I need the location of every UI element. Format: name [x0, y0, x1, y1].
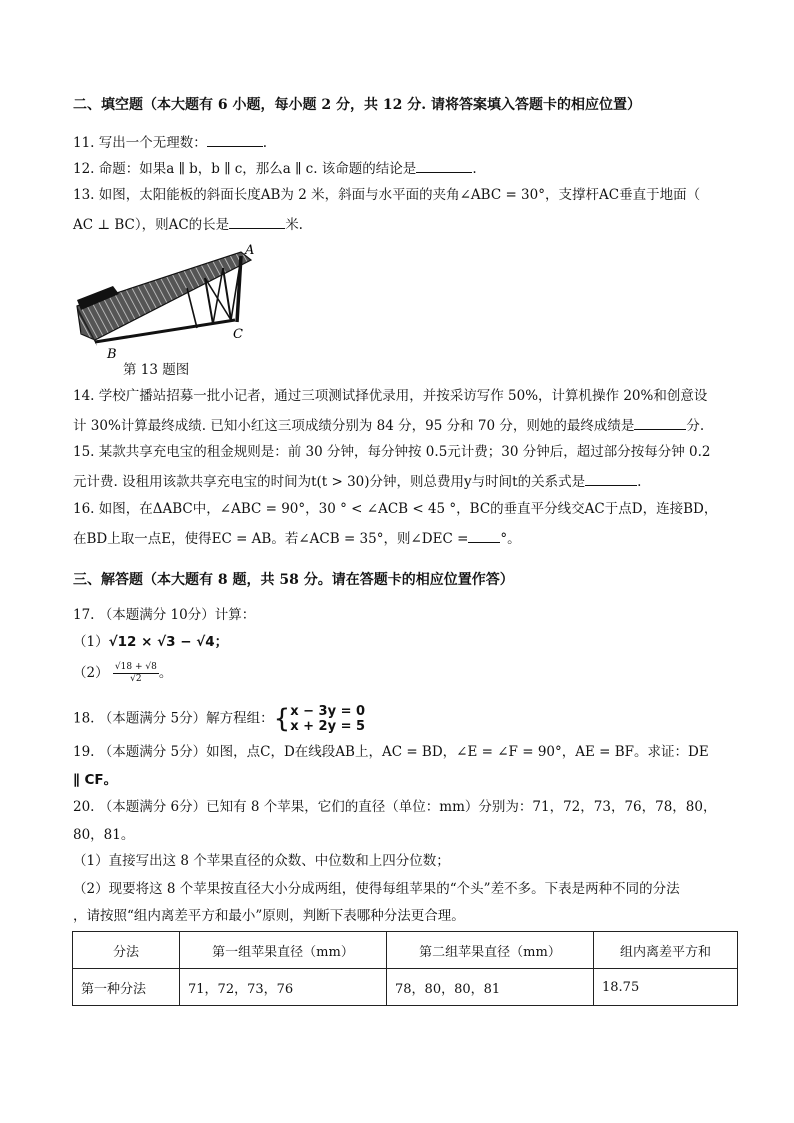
- apple-grouping-table: [72, 931, 738, 1006]
- fraction-numerator: √18 + √8: [114, 662, 157, 672]
- answer-blank[interactable]: [585, 471, 637, 486]
- answer-blank[interactable]: [229, 214, 285, 229]
- label-c: C: [233, 327, 243, 342]
- brace-icon: {: [273, 704, 291, 734]
- question-17-part-1: [73, 633, 228, 651]
- question-15-line-1: 15. 某款共享充电宝的租金规则是：前 30 分钟，每分钟按 0.5元计费；30 分钟后，超过部分按每分钟 0.2: [73, 444, 711, 460]
- q13-line2-pre: AC ⊥ BC），则AC的长是: [73, 217, 230, 233]
- q14-line2-post: 分.: [686, 418, 705, 434]
- question-20-line-2: 80，81。: [73, 827, 135, 843]
- table-cell: 第一种分法: [73, 969, 180, 1006]
- question-13-line-2: [73, 214, 303, 234]
- answer-blank[interactable]: [468, 528, 500, 543]
- question-20-part-1: （1）直接写出这 8 个苹果直径的众数、中位数和上四分位数；: [73, 853, 450, 869]
- table-cell: 18.75: [594, 969, 738, 1006]
- equation-2: x + 2y = 5: [290, 719, 366, 734]
- q17-p2-label: （2）: [73, 665, 109, 681]
- table-header: 分法: [73, 932, 180, 969]
- table-header-row: [73, 932, 738, 969]
- q13-line2-post: 米.: [285, 217, 303, 233]
- section-2-heading: 二、填空题（本大题有 6 小题，每小题 2 分，共 12 分. 请将答案填入答题卡的相应位置）: [73, 97, 641, 113]
- q12-text: 12. 命题：如果a ∥ b，b ∥ c，那么a ∥ c. 该命题的结论是: [73, 161, 417, 177]
- question-17-title: 17. （本题满分 10分）计算：: [73, 607, 256, 623]
- q16-line2-post: °。: [500, 531, 521, 547]
- answer-blank[interactable]: [207, 132, 263, 147]
- q11-text: 11. 写出一个无理数：: [73, 135, 207, 151]
- question-15-line-2: [73, 471, 641, 491]
- q12-end: .: [472, 161, 477, 177]
- q11-end: .: [262, 135, 268, 151]
- question-17-part-2: [73, 662, 172, 685]
- table-cell: 78，80，80，81: [387, 969, 594, 1006]
- question-18: [73, 704, 365, 734]
- table-header: 第一组苹果直径（mm）: [180, 932, 387, 969]
- q14-line2-pre: 计 30%计算最终成绩. 已知小红这三项成绩分别为 84 分，95 分和 70 分，则她的最终成绩是: [73, 418, 635, 434]
- equation-system: [290, 704, 365, 734]
- q17-p1-expr: √12 × √3 − √4；: [108, 634, 229, 650]
- q15-line2-pre: 元计费. 设租用该款共享充电宝的时间为t(t > 30)分钟，则总费用y与时间t的关系式是: [73, 474, 586, 490]
- table-header: 第二组苹果直径（mm）: [387, 932, 594, 969]
- question-14-line-1: 14. 学校广播站招募一批小记者，通过三项测试择优录用，并按采访写作 50%，计算机操作 20%和创意设: [73, 388, 708, 404]
- question-20-part-2-line-1: （2）现要将这 8 个苹果按直径大小分成两组，使得每组苹果的“个头”差不多。下表是两种不同的分法: [73, 881, 680, 897]
- truss-bar: [187, 288, 197, 328]
- question-19-line-1: 19. （本题满分 5分）如图，点C，D在线段AB上，AC = BD，∠E = ∠F = 90°，AE = BF。求证：DE: [73, 744, 709, 760]
- answer-blank[interactable]: [416, 158, 472, 173]
- section-3-heading: 三、解答题（本大题有 8 题，共 58 分。请在答题卡的相应位置作答）: [73, 572, 514, 588]
- question-12: [73, 158, 477, 178]
- table-header: 组内离差平方和: [594, 932, 738, 969]
- question-14-line-2: [73, 415, 704, 435]
- label-a: A: [245, 243, 255, 258]
- q17-p2-fraction: [113, 662, 159, 685]
- equation-1: x − 3y = 0: [290, 704, 366, 719]
- answer-blank[interactable]: [634, 415, 686, 430]
- q17-p1-label: （1）: [73, 634, 109, 650]
- label-b: B: [107, 347, 117, 362]
- q16-line2-pre: 在BD上取一点E，使得EC = AB。若∠ACB = 35°，则∠DEC =: [73, 531, 469, 547]
- fraction-denominator: √2: [130, 674, 142, 684]
- question-11: [73, 132, 267, 152]
- figure-13-caption: 第 13 题图: [123, 362, 190, 378]
- question-20-line-1: 20. （本题满分 6分）已知有 8 个苹果，它们的直径（单位：mm）分别为：71，72，73，76，78，80，: [73, 799, 717, 815]
- question-20-part-2-line-2: ，请按照“组内离差平方和最小”原则，判断下表哪种分法更合理。: [73, 908, 465, 924]
- table-cell: 71，72，73，76: [180, 969, 387, 1006]
- q17-p2-end: 。: [158, 665, 173, 681]
- q15-line2-post: .: [637, 474, 642, 490]
- q18-text: 18. （本题满分 5分）解方程组：: [73, 710, 274, 727]
- question-13-line-1: 13. 如图，太阳能板的斜面长度AB为 2 米，斜面与水平面的夹角∠ABC = 30°，支撑杆AC垂直于地面（: [73, 187, 701, 203]
- question-16-line-2: [73, 528, 521, 548]
- question-16-line-1: 16. 如图，在ΔABC中，∠ABC = 90°，30 ° < ∠ACB < 45 °，BC的垂直平分线交AC于点D，连接BD，: [73, 501, 718, 517]
- table-row: [73, 969, 738, 1006]
- question-19-line-2: ∥ CF。: [73, 772, 118, 788]
- solar-panel-figure: [73, 242, 263, 377]
